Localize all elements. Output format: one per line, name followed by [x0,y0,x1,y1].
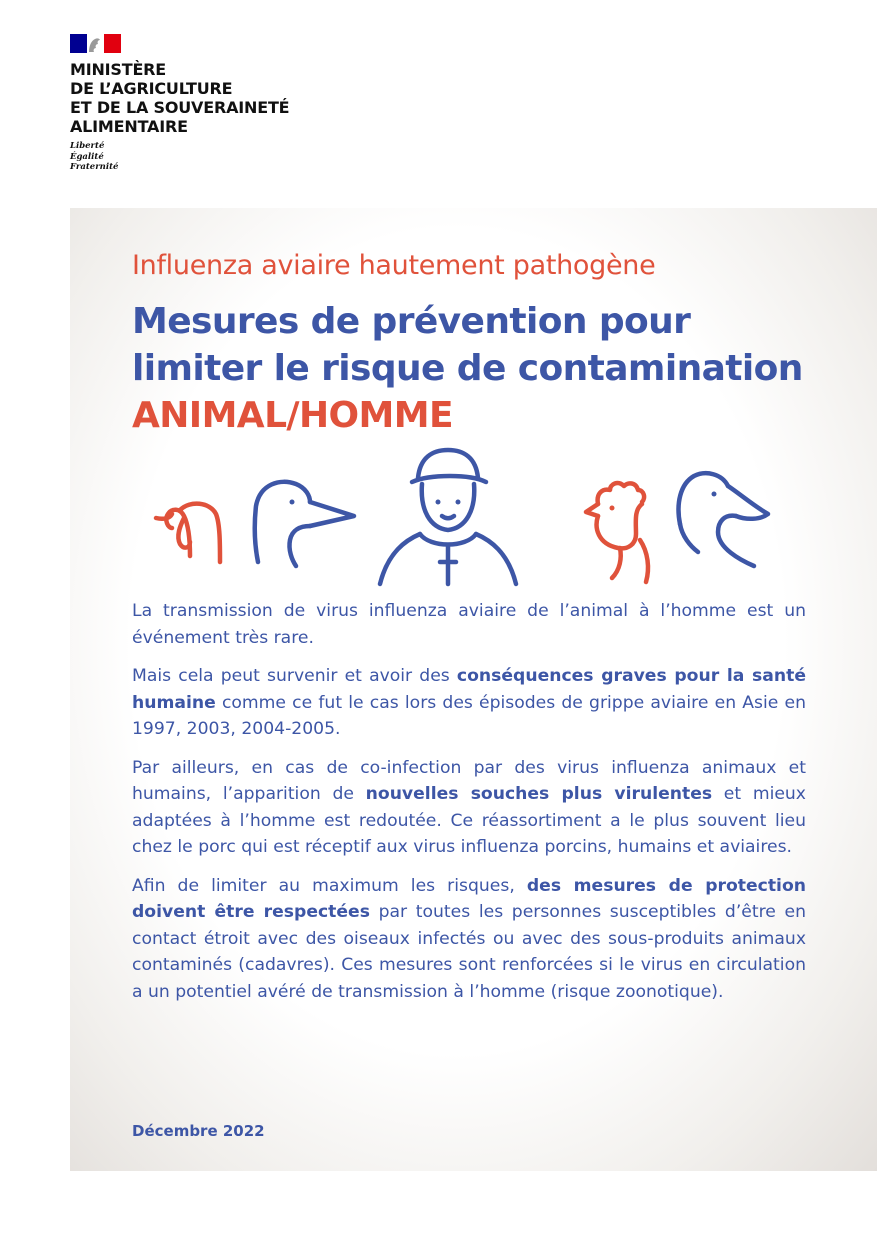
marianne-logo [70,34,121,53]
ministry-line: ET DE LA SOUVERAINETÉ [70,98,290,117]
title-accent: ANIMAL/HOMME [132,395,453,436]
rooster-icon [586,483,648,582]
title-line: Mesures de prévention pour [132,301,691,342]
paragraph-text: par toutes les personnes susceptibles d’être en contact étroit avec des oiseaux infectés ou avec des sous-produits animaux contaminés (cadavres). Ces mesures sont renforcées si le virus en circulation a un potentiel avéré de transmission à l’homme (risque zoonotique). [132,902,806,1002]
body-paragraph [132,755,806,861]
paragraph-text: et mieux adaptées à l’homme est redoutée. Ce réassortiment a le plus souvent lieu chez le porc qui est réceptif aux virus influenza porcins, humains et aviaires. [132,784,806,857]
duck-icon [679,473,768,566]
paragraph-text: comme ce fut le cas lors des épisodes de grippe aviaire en Asie en 1997, 2003, 2004-2005. [132,692,806,739]
motto-line: Liberté [70,141,105,151]
body-text [132,598,806,1017]
ministry-line: MINISTÈRE [70,60,167,79]
emphasis-text: des mesures de protection doivent être respectées [132,875,806,922]
title-line: limiter le risque de contamination [132,348,803,389]
turkey-icon [156,504,220,562]
motto-line: Fraternité [70,162,119,172]
motto-line: Égalité [70,151,104,162]
republic-motto [70,141,118,173]
body-paragraph [132,663,806,743]
emphasis-text: nouvelles souches plus virulentes [365,784,713,804]
body-paragraph [132,873,806,1006]
paragraph-text: La transmission de virus influenza aviaire de l’animal à l’homme est un événement très rare. [132,601,806,648]
document-subtitle: Influenza aviaire hautement pathogène [132,250,656,281]
farmer-icon [380,450,516,584]
paragraph-text: Mais cela peut survenir et avoir des [132,666,457,686]
paragraph-text: Par ailleurs, en cas de co-infection par des virus influenza animaux et humains, l’apparition de [132,757,806,804]
illustration [150,444,780,589]
paragraph-text: Afin de limiter au maximum les risques, [132,875,527,896]
document-title [132,298,803,439]
ministry-line: ALIMENTAIRE [70,117,188,136]
ministry-line: DE L’AGRICULTURE [70,79,233,98]
emphasis-text: conséquences graves pour la santé humaine [132,666,806,713]
body-paragraph [132,598,806,651]
publication-date: Décembre 2022 [132,1122,265,1140]
goose-icon [255,482,354,566]
ministry-name [70,60,289,136]
